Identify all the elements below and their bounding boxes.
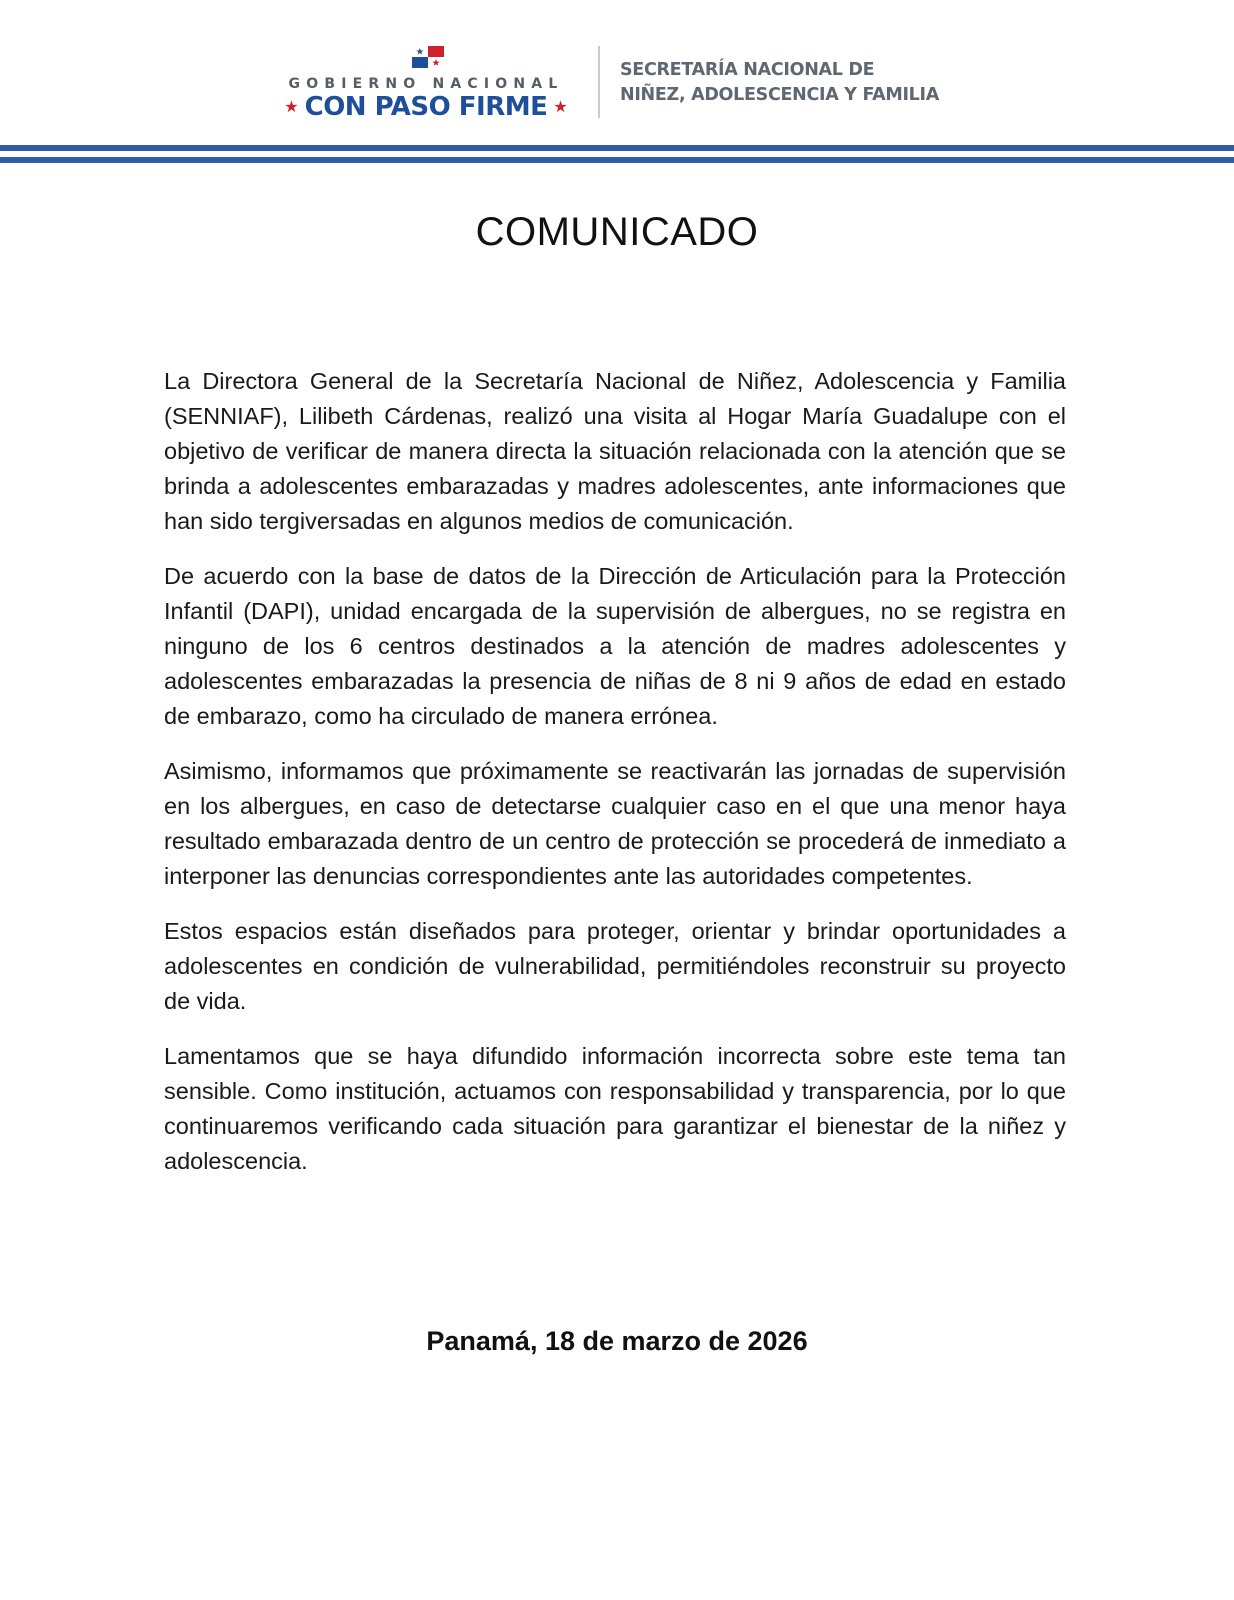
gobierno-nacional-logo bbox=[270, 40, 582, 130]
letterhead bbox=[0, 0, 1234, 170]
paragraph-1: La Directora General de la Secretaría Nacional de Niñez, Adolescencia y Familia (SENNIAF), Lilibeth Cárdenas, realizó una visita al Hogar María Guadalupe con el objetivo de verificar de manera directa la situación relacionada con la atención que se brinda a adolescentes embarazadas y madres adolescentes, ante informaciones que han sido tergiversadas en algunos medios de comunicación. bbox=[164, 368, 1066, 534]
secretaria-line-1: SECRETARÍA NACIONAL DE bbox=[620, 60, 875, 80]
header-stripe-bottom bbox=[0, 157, 1234, 163]
document-body bbox=[164, 364, 1066, 1199]
star-icon: ★ bbox=[284, 99, 299, 116]
paragraph-2: De acuerdo con la base de datos de la Dirección de Articulación para la Protección Infantil (DAPI), unidad encargada de la supervisión de albergues, no se registra en ninguno de los 6 centros destinados a la atención de madres adolescentes y adolescentes embarazadas la presencia de niñas de 8 ni 9 años de edad en estado de embarazo, como ha circulado de manera errónea. bbox=[164, 563, 1066, 729]
paragraph-4: Estos espacios están diseñados para proteger, orientar y brindar oportunidades a adolescentes en condición de vulnerabilidad, permitiéndoles reconstruir su proyecto de vida. bbox=[164, 918, 1066, 1014]
header-divider bbox=[598, 46, 600, 118]
paragraph-3: Asimismo, informamos que próximamente se reactivarán las jornadas de supervisión en los albergues, en caso de detectarse cualquier caso en el que una menor haya resultado embarazada dentro de un centro de protección se procederá de inmediato a interponer las denuncias correspondientes ante las autoridades competentes. bbox=[164, 758, 1066, 889]
header-stripe-top bbox=[0, 145, 1234, 151]
slogan-text: CON PASO FIRME bbox=[304, 92, 548, 122]
document-title: COMUNICADO bbox=[475, 210, 759, 254]
star-icon: ★ bbox=[553, 99, 568, 116]
date-line: Panamá, 18 de marzo de 2026 bbox=[426, 1326, 808, 1356]
gobierno-nacional-text: GOBIERNO NACIONAL bbox=[288, 76, 564, 92]
panama-flag-icon bbox=[412, 46, 444, 68]
secretaria-line-2: NIÑEZ, ADOLESCENCIA Y FAMILIA bbox=[620, 85, 939, 105]
paragraph-5: Lamentamos que se haya difundido información incorrecta sobre este tema tan sensible. Como institución, actuamos con responsabilidad y transparencia, por lo que continuaremos verificando cada situación para garantizar el bienestar de la niñez y adolescencia. bbox=[164, 1043, 1066, 1174]
slogan-row bbox=[270, 92, 582, 122]
secretaria-logo-text bbox=[620, 58, 939, 108]
